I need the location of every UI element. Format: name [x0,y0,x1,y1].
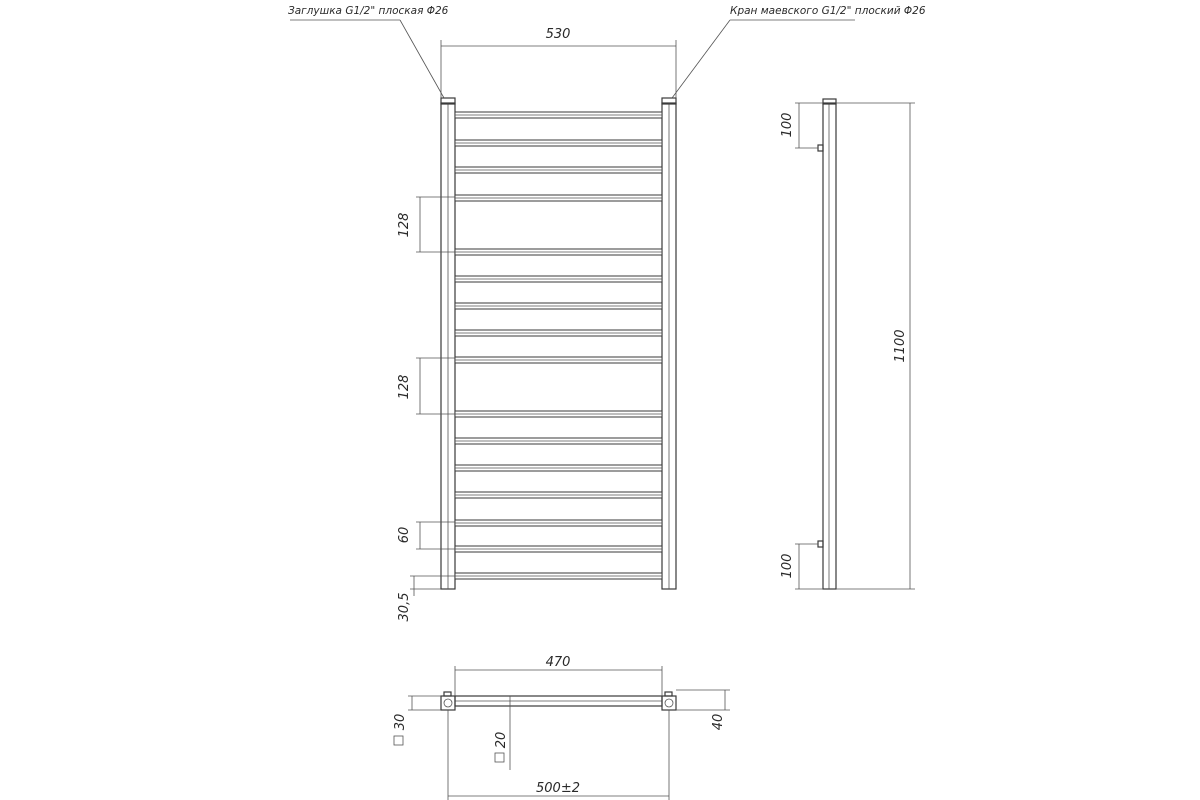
plug-callout: Заглушка G1/2" плоская Φ26 [288,5,449,17]
pitch-128-middle-label: 128 [397,374,412,400]
width-500-label: 500±2 [536,781,580,796]
front-view [288,5,926,621]
width-470-label: 470 [545,655,571,670]
side-post [823,103,836,589]
width-530-label: 530 [545,27,571,42]
rungs [455,112,662,579]
pitch-128-upper-label: 128 [397,212,412,238]
right-post-section [662,696,676,710]
top-view [393,655,730,800]
square-section-icon [394,736,403,745]
bottom-offset-100-label: 100 [780,553,795,579]
left-post-section [441,696,455,710]
post-section-30-label: 30 [393,713,408,731]
lower-bracket [818,541,823,547]
offset-30-5-label: 30,5 [397,592,412,622]
top-offset-100-label: 100 [780,112,795,138]
square-section-icon [495,753,504,762]
height-1100-label: 1100 [893,329,908,363]
depth-40-label: 40 [711,713,726,731]
valve-callout: Кран маевского G1/2" плоский Φ26 [730,5,926,17]
side-view [780,99,915,589]
pitch-60-label: 60 [397,526,412,544]
bar-section-20-label: 20 [494,731,509,749]
upper-bracket [818,145,823,151]
